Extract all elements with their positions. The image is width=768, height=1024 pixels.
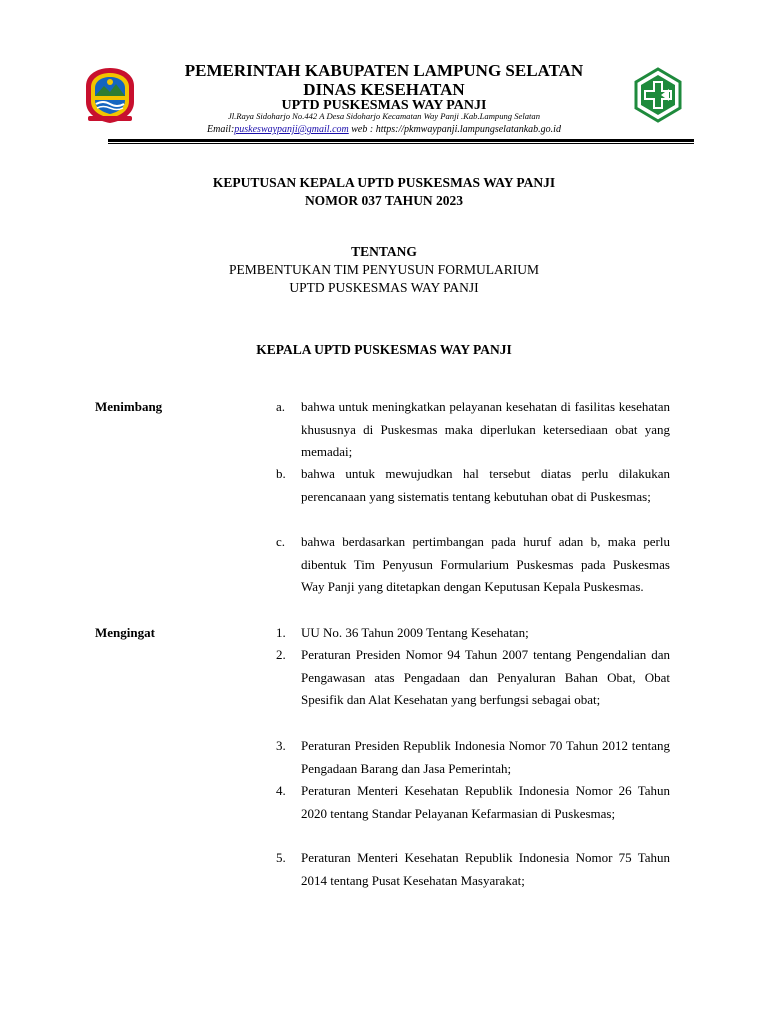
list-item-mengingat-4 xyxy=(276,780,670,825)
list-marker: a. xyxy=(276,399,286,414)
email-link[interactable]: puskeswaypanji@gmail.com xyxy=(234,124,349,135)
letterhead-address: Jl.Raya Sidoharjo No.442 A Desa Sidoharjo Kecamatan Way Panji .Kab.Lampung Selatan xyxy=(227,111,541,121)
list-item-mengingat-1 xyxy=(276,622,670,645)
tentang-heading: TENTANG xyxy=(351,244,417,259)
list-item-text: bahwa untuk meningkatkan pelayanan kesehatan di fasilitas kesehatan khususnya di Puskesmas maka diperlukan ketersediaan obat yang memadai; xyxy=(301,399,670,459)
list-marker: 4. xyxy=(276,783,286,798)
list-item-menimbang-b xyxy=(276,463,670,508)
decree-subject-line-2: UPTD PUSKESMAS WAY PANJI xyxy=(289,280,479,295)
list-item-mengingat-3 xyxy=(276,735,670,780)
list-item-menimbang-c xyxy=(276,531,670,599)
letterhead-department: DINAS KESEHATAN xyxy=(303,80,465,99)
decree-title: KEPUTUSAN KEPALA UPTD PUSKESMAS WAY PANJI xyxy=(212,175,556,190)
list-item-text: Peraturan Presiden Republik Indonesia Nomor 70 Tahun 2012 tentang Pengadaan Barang dan Jasa Pemerintah; xyxy=(301,738,670,776)
list-item-text: UU No. 36 Tahun 2009 Tentang Kesehatan; xyxy=(301,625,529,640)
list-item-mengingat-5 xyxy=(276,847,670,892)
list-marker: b. xyxy=(276,466,286,481)
puskesmas-emblem-icon xyxy=(632,67,684,123)
website-text: web : https://pkmwaypanji.lampungselatankab.go.id xyxy=(348,124,561,135)
list-item-menimbang-a xyxy=(276,396,670,464)
letterhead-rule-thick xyxy=(108,139,694,142)
letterhead-contact xyxy=(140,123,628,136)
decree-issuer: KEPALA UPTD PUSKESMAS WAY PANJI xyxy=(256,342,512,357)
list-item-text: Peraturan Menteri Kesehatan Republik Indonesia Nomor 75 Tahun 2014 tentang Pusat Kesehatan Masyarakat; xyxy=(301,850,670,888)
mengingat-label: Mengingat xyxy=(95,625,155,640)
email-label: Email xyxy=(207,124,231,135)
email-separator: : xyxy=(230,124,235,135)
list-item-text: Peraturan Presiden Nomor 94 Tahun 2007 tentang Pengendalian dan Pengawasan atas Pengadaan dan Penyaluran Bahan Obat, Obat Spesifik dan Alat Kesehatan yang berfungsi sebagai obat; xyxy=(301,647,670,707)
list-marker: 3. xyxy=(276,738,286,753)
letterhead-government: PEMERINTAH KABUPATEN LAMPUNG SELATAN xyxy=(184,61,584,80)
menimbang-label: Menimbang xyxy=(95,399,163,414)
decree-number: NOMOR 037 TAHUN 2023 xyxy=(304,193,464,208)
letterhead-unit: UPTD PUSKESMAS WAY PANJI xyxy=(281,98,487,113)
letterhead-rule-thin xyxy=(108,143,694,144)
list-marker: 2. xyxy=(276,647,286,662)
list-marker: 5. xyxy=(276,850,286,865)
list-marker: 1. xyxy=(276,625,286,640)
decree-subject-line-1: PEMBENTUKAN TIM PENYUSUN FORMULARIUM xyxy=(229,262,539,277)
list-item-text: Peraturan Menteri Kesehatan Republik Indonesia Nomor 26 Tahun 2020 tentang Standar Pelayanan Kefarmasian di Puskesmas; xyxy=(301,783,670,821)
list-item-text: bahwa berdasarkan pertimbangan pada huruf adan b, maka perlu dibentuk Tim Penyusun Formularium Puskesmas pada Puskesmas Way Panji yang ditetapkan dengan Keputusan Kepala Puskesmas. xyxy=(301,534,670,594)
list-marker: c. xyxy=(276,534,286,549)
list-item-text: bahwa untuk mewujudkan hal tersebut diatas perlu dilakukan perencanaan yang sistematis tentang kebutuhan obat di Puskesmas; xyxy=(301,466,670,504)
list-item-mengingat-2 xyxy=(276,644,670,712)
regency-seal-icon xyxy=(82,66,138,124)
